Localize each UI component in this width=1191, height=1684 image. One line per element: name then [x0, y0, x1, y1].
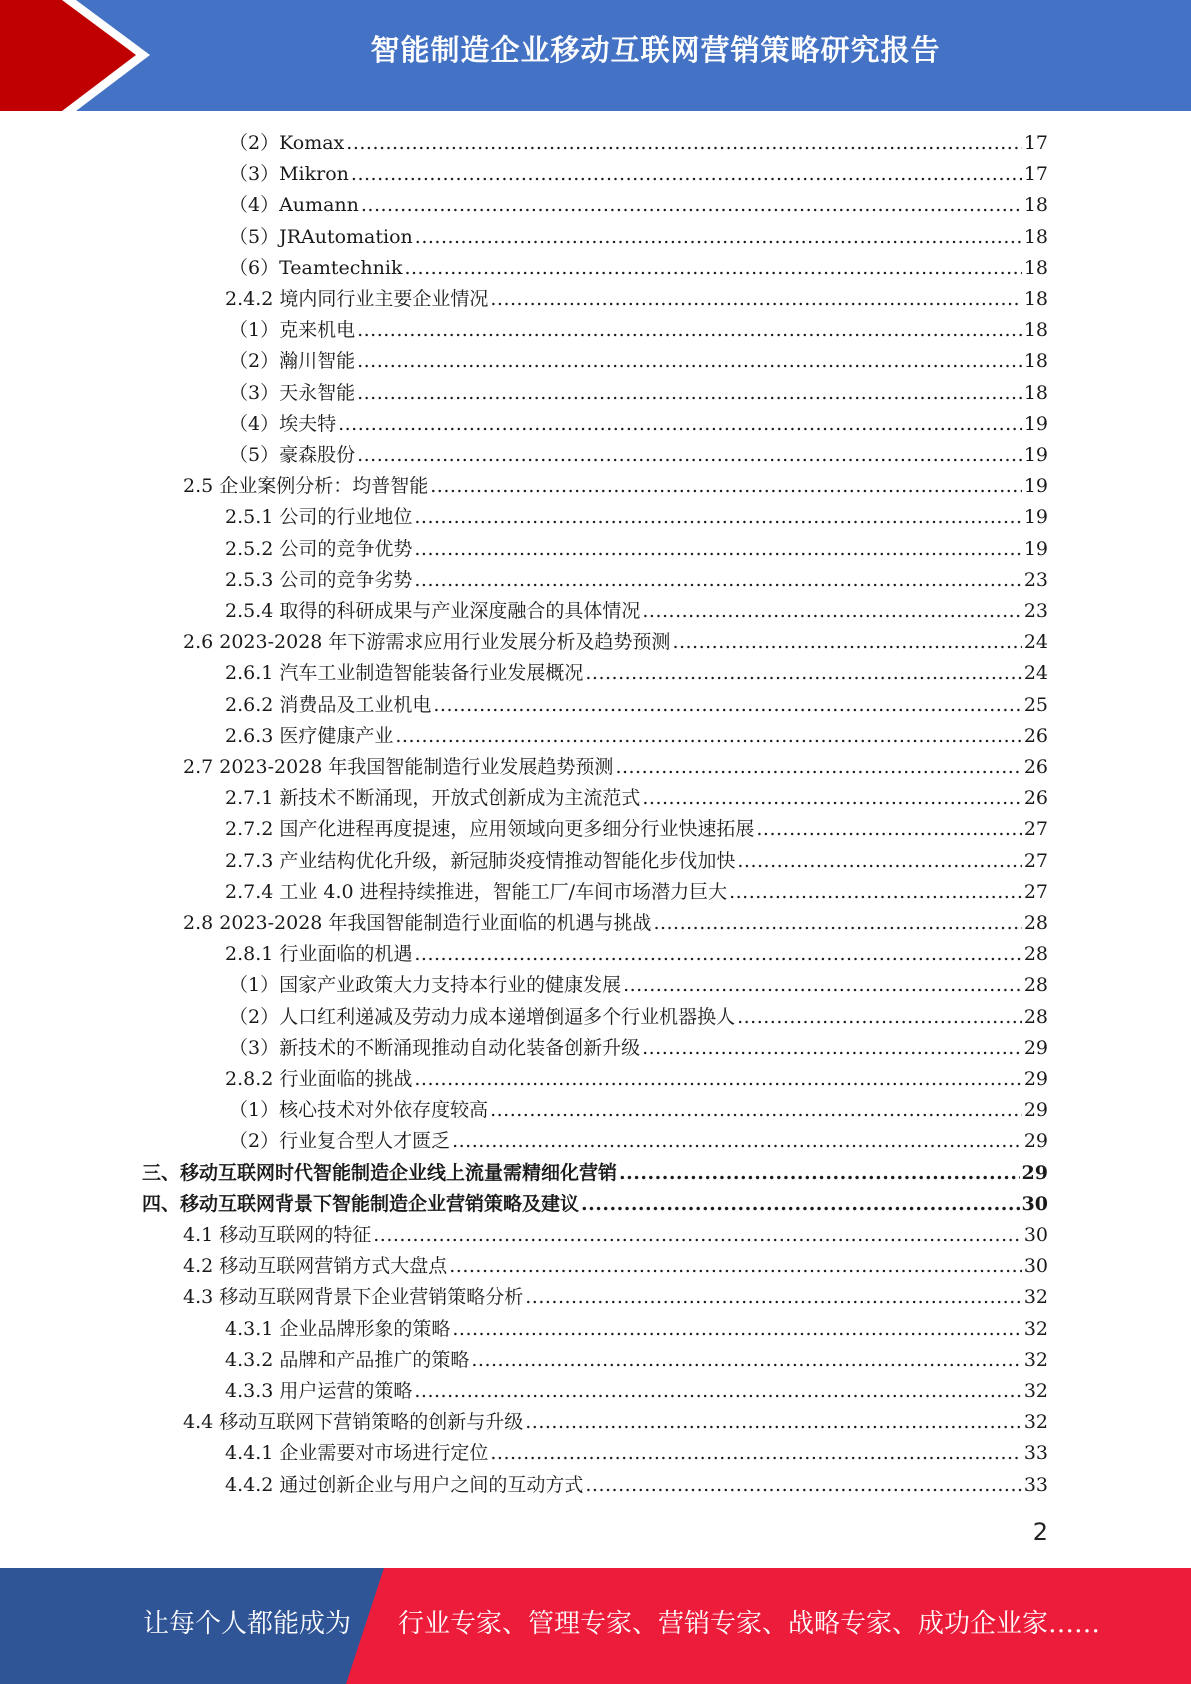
toc-entry[interactable]	[183, 752, 1048, 783]
toc-entry[interactable]	[183, 471, 1048, 502]
toc-dot-leader	[449, 1251, 1022, 1282]
toc-entry-title: 2.5.2 公司的竞争优势	[225, 537, 413, 560]
toc-entry-title: （3）天永智能	[229, 381, 356, 404]
toc-entry-title: 4.3.2 品牌和产品推广的策略	[225, 1348, 470, 1371]
toc-entry[interactable]	[225, 1470, 1048, 1501]
toc-entry-page: 27	[1023, 880, 1048, 903]
toc-entry-title: 2.7.2 国产化进程再度提速，应用领域向更多细分行业快速拓展	[225, 818, 755, 841]
toc-entry-page: 19	[1023, 537, 1048, 560]
toc-entry[interactable]	[225, 846, 1048, 877]
toc-entry-title: 2.7 2023-2028 年我国智能制造行业发展趋势预测	[183, 756, 614, 778]
toc-dot-leader	[737, 1002, 1022, 1033]
toc-entry[interactable]	[229, 190, 1048, 221]
toc-entry[interactable]	[183, 1282, 1048, 1313]
toc-entry-title: （2）瀚川智能	[229, 350, 356, 373]
toc-entry[interactable]	[229, 409, 1048, 440]
toc-dot-leader	[357, 346, 1022, 377]
toc-entry-title: （1）国家产业政策大力支持本行业的健康发展	[229, 974, 622, 997]
toc-dot-leader	[490, 1095, 1022, 1126]
toc-dot-leader	[357, 378, 1022, 409]
toc-entry-title: （6）Teamtechnik	[229, 256, 403, 279]
toc-dot-leader	[471, 1345, 1021, 1376]
toc-dot-leader	[756, 814, 1021, 845]
toc-entry[interactable]	[183, 1407, 1048, 1438]
toc-entry-title: （3）新技术的不断涌现推动自动化装备创新升级	[229, 1036, 641, 1059]
toc-entry[interactable]	[183, 908, 1048, 939]
toc-entry-title: 4.3.1 企业品牌形象的策略	[225, 1317, 451, 1340]
toc-entry-title: 2.7.3 产业结构优化升级，新冠肺炎疫情推动智能化步伐加快	[225, 849, 736, 872]
toc-entry[interactable]	[229, 1126, 1048, 1157]
toc-entry[interactable]	[225, 1064, 1048, 1095]
toc-entry-title: （2）行业复合型人才匮乏	[229, 1130, 451, 1153]
toc-entry[interactable]	[225, 814, 1048, 845]
toc-entry-page: 17	[1023, 163, 1048, 186]
toc-entry-page: 19	[1023, 506, 1048, 529]
toc-entry[interactable]	[229, 440, 1048, 471]
toc-dot-leader	[642, 1033, 1022, 1064]
toc-entry-page: 26	[1023, 724, 1048, 747]
toc-entry-title: （4）Aumann	[229, 194, 359, 217]
toc-dot-leader	[415, 222, 1022, 253]
toc-entry-page: 18	[1023, 350, 1048, 373]
footer-slogan-right: 行业专家、管理专家、营销专家、战略专家、成功企业家……	[398, 1609, 1101, 1639]
toc-dot-leader	[619, 1158, 1020, 1189]
toc-dot-leader	[433, 690, 1021, 721]
page-header	[0, 0, 1191, 111]
toc-entry-title: 2.8.1 行业面临的机遇	[225, 943, 413, 966]
toc-dot-leader	[623, 970, 1022, 1001]
toc-entry[interactable]	[225, 877, 1048, 908]
toc-dot-leader	[414, 502, 1021, 533]
toc-entry-page: 28	[1023, 974, 1048, 997]
toc-dot-leader	[395, 721, 1021, 752]
toc-entry[interactable]	[225, 502, 1048, 533]
toc-dot-leader	[490, 1438, 1021, 1469]
toc-entry-title: 2.5.1 公司的行业地位	[225, 506, 413, 529]
toc-entry-page: 28	[1023, 943, 1048, 966]
toc-dot-leader	[452, 1126, 1022, 1157]
toc-entry-title: 2.6.1 汽车工业制造智能装备行业发展概况	[225, 662, 584, 685]
page-number: 2	[1032, 1518, 1048, 1546]
toc-entry[interactable]	[142, 1189, 1048, 1220]
toc-entry-page: 17	[1023, 132, 1048, 154]
toc-entry[interactable]	[229, 1033, 1048, 1064]
toc-entry[interactable]	[225, 690, 1048, 721]
toc-entry[interactable]	[229, 970, 1048, 1001]
toc-dot-leader	[361, 190, 1022, 221]
toc-dot-leader	[414, 1064, 1021, 1095]
toc-entry-title: （2）Komax	[229, 132, 345, 154]
toc-entry-page: 28	[1023, 1005, 1048, 1028]
report-title: 智能制造企业移动互联网营销策略研究报告	[370, 33, 941, 67]
toc-entry-page: 33	[1023, 1442, 1048, 1465]
toc-entry[interactable]	[225, 1314, 1048, 1345]
toc-entry-title: 2.5.3 公司的竞争劣势	[225, 568, 413, 591]
page-footer	[0, 1568, 1191, 1684]
toc-entry-page: 33	[1023, 1473, 1048, 1496]
toc-dot-leader	[346, 128, 1022, 159]
toc-entry-page: 24	[1023, 631, 1048, 654]
toc-entry[interactable]	[225, 658, 1048, 689]
toc-entry-page: 23	[1023, 600, 1048, 622]
toc-entry-page: 19	[1023, 475, 1048, 498]
toc-dot-leader	[581, 1189, 1020, 1220]
toc-entry-page: 19	[1023, 412, 1048, 435]
toc-dot-leader	[653, 908, 1021, 939]
toc-entry[interactable]	[183, 1220, 1048, 1251]
toc-entry-page: 29	[1021, 1161, 1048, 1184]
toc-entry-page: 25	[1023, 693, 1048, 716]
toc-dot-leader	[642, 783, 1021, 814]
toc-entry-page: 18	[1023, 288, 1048, 310]
toc-dot-leader	[414, 1376, 1021, 1407]
toc-dot-leader	[729, 877, 1022, 908]
toc-dot-leader	[373, 1220, 1022, 1251]
toc-dot-leader	[357, 440, 1022, 471]
toc-entry-page: 32	[1023, 1317, 1048, 1340]
toc-entry-title: 4.2 移动互联网营销方式大盘点	[183, 1255, 448, 1278]
toc-entry[interactable]	[183, 1251, 1048, 1282]
toc-dot-leader	[404, 253, 1021, 284]
toc-entry-title: 4.3 移动互联网背景下企业营销策略分析	[183, 1286, 524, 1309]
toc-dot-leader	[452, 1314, 1021, 1345]
toc-entry-page: 18	[1023, 225, 1048, 248]
toc-entry-title: （5）JRAutomation	[229, 225, 413, 248]
toc-entry-title: 4.4.2 通过创新企业与用户之间的互动方式	[225, 1473, 584, 1496]
toc-entry-title: 4.4 移动互联网下营销策略的创新与升级	[183, 1411, 524, 1434]
toc-entry-title: 2.6 2023-2028 年下游需求应用行业发展分析及趋势预测	[183, 631, 671, 654]
toc-entry[interactable]	[225, 1438, 1048, 1469]
toc-entry-title: 2.6.2 消费品及工业机电	[225, 693, 432, 716]
toc-entry-page: 32	[1023, 1348, 1048, 1371]
toc-entry-page: 28	[1023, 912, 1048, 934]
toc-entry-page: 26	[1023, 756, 1048, 778]
toc-dot-leader	[672, 627, 1021, 658]
toc-entry-page: 32	[1023, 1411, 1048, 1434]
toc-entry[interactable]	[225, 783, 1048, 814]
toc-entry-page: 23	[1023, 568, 1048, 591]
toc-entry-title: 2.4.2 境内同行业主要企业情况	[225, 288, 489, 310]
toc-entry-page: 18	[1023, 256, 1048, 279]
toc-dot-leader	[414, 534, 1021, 565]
toc-entry-title: 4.1 移动互联网的特征	[183, 1224, 372, 1246]
toc-entry[interactable]	[225, 1376, 1048, 1407]
toc-entry[interactable]	[229, 1002, 1048, 1033]
toc-dot-leader	[414, 565, 1021, 596]
toc-entry-page: 29	[1023, 1130, 1048, 1153]
toc-entry-title: （3）Mikron	[229, 163, 349, 186]
toc-entry-page: 18	[1023, 381, 1048, 404]
toc-entry-page: 27	[1023, 818, 1048, 841]
toc-entry-page: 30	[1023, 1224, 1048, 1246]
toc-entry-page: 29	[1023, 1036, 1048, 1059]
toc-entry-title: 三、移动互联网时代智能制造企业线上流量需精细化营销	[142, 1161, 618, 1184]
toc-entry-page: 32	[1023, 1380, 1048, 1402]
toc-entry-title: 2.7.1 新技术不断涌现，开放式创新成为主流范式	[225, 787, 641, 810]
toc-entry-title: （4）埃夫特	[229, 412, 337, 435]
toc-entry-page: 27	[1023, 849, 1048, 872]
toc-entry[interactable]	[229, 378, 1048, 409]
toc-entry-page: 18	[1023, 194, 1048, 217]
toc-entry[interactable]	[229, 315, 1048, 346]
toc-entry-title: （2）人口红利递减及劳动力成本递增倒逼多个行业机器换人	[229, 1005, 736, 1028]
toc-entry-title: 2.7.4 工业 4.0 进程持续推进，智能工厂/车间市场潜力巨大	[225, 880, 728, 903]
toc-dot-leader	[357, 315, 1022, 346]
toc-entry[interactable]	[229, 253, 1048, 284]
toc-dot-leader	[585, 658, 1021, 689]
toc-entry[interactable]	[225, 939, 1048, 970]
toc-dot-leader	[615, 752, 1021, 783]
toc-entry-page: 18	[1023, 319, 1048, 342]
toc-entry-page: 29	[1023, 1099, 1048, 1122]
toc-dot-leader	[737, 846, 1021, 877]
toc-dot-leader	[490, 284, 1021, 315]
toc-dot-leader	[338, 409, 1022, 440]
toc-entry[interactable]	[229, 128, 1048, 159]
toc-entry[interactable]	[229, 222, 1048, 253]
toc-entry-title: 2.5.4 取得的科研成果与产业深度融合的具体情况	[225, 600, 641, 622]
toc-dot-leader	[525, 1282, 1022, 1313]
footer-slogan-left: 让每个人都能成为	[143, 1609, 352, 1639]
toc-entry[interactable]	[229, 1095, 1048, 1126]
toc-entry[interactable]	[229, 346, 1048, 377]
toc-entry-title: （1）克来机电	[229, 319, 356, 342]
toc-entry[interactable]	[225, 721, 1048, 752]
toc-entry-title: 4.3.3 用户运营的策略	[225, 1380, 413, 1402]
toc-entry-title: 四、移动互联网背景下智能制造企业营销策略及建议	[142, 1192, 580, 1215]
toc-entry-page: 24	[1023, 662, 1048, 685]
toc-entry-page: 29	[1023, 1068, 1048, 1090]
toc-entry[interactable]	[225, 284, 1048, 315]
toc-entry[interactable]	[225, 1345, 1048, 1376]
toc-entry-title: 2.8 2023-2028 年我国智能制造行业面临的机遇与挑战	[183, 912, 652, 934]
toc-entry[interactable]	[229, 159, 1048, 190]
toc-dot-leader	[642, 596, 1021, 627]
toc-dot-leader	[414, 939, 1021, 970]
toc-entry-title: 4.4.1 企业需要对市场进行定位	[225, 1442, 489, 1465]
toc-dot-leader	[525, 1407, 1022, 1438]
toc-entry-title: 2.8.2 行业面临的挑战	[225, 1068, 413, 1090]
toc-entry-title: （5）豪森股份	[229, 444, 356, 466]
toc-entry[interactable]	[225, 565, 1048, 596]
toc-entry-page: 32	[1023, 1286, 1048, 1309]
toc-entry-page: 26	[1023, 787, 1048, 810]
toc-entry[interactable]	[225, 596, 1048, 627]
toc-entry-page: 19	[1023, 444, 1048, 466]
toc-dot-leader	[430, 471, 1022, 502]
toc-entry-page: 30	[1023, 1255, 1048, 1278]
toc-dot-leader	[351, 159, 1022, 190]
toc-entry-title: 2.6.3 医疗健康产业	[225, 724, 394, 747]
toc-entry-title: 2.5 企业案例分析：均普智能	[183, 475, 429, 498]
toc-dot-leader	[585, 1470, 1021, 1501]
toc-entry[interactable]	[183, 627, 1048, 658]
toc-entry[interactable]	[142, 1158, 1048, 1189]
toc-entry-title: （1）核心技术对外依存度较高	[229, 1099, 489, 1122]
toc-entry[interactable]	[225, 534, 1048, 565]
toc-entry-page: 30	[1021, 1192, 1048, 1215]
